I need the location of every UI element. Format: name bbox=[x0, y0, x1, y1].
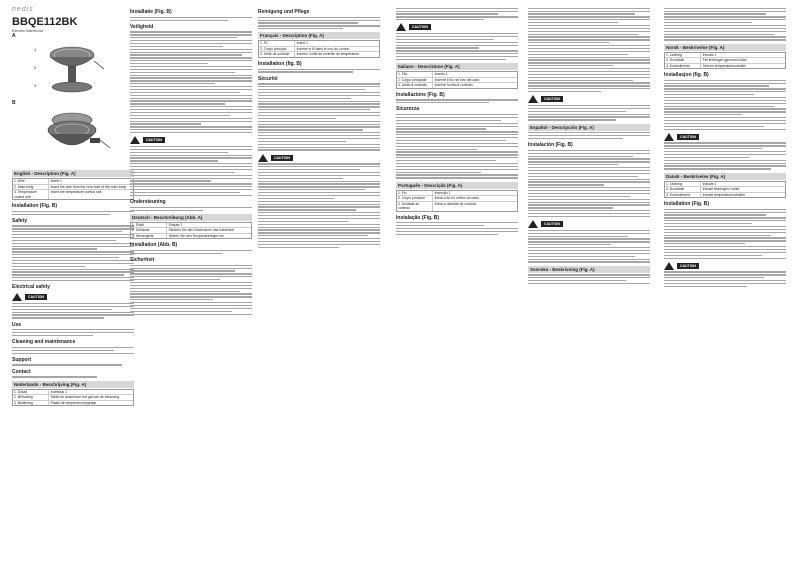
da-description-heading: Dansk - Beskrivelse (Fig. A) bbox=[664, 173, 786, 180]
caution-label: CAUTION bbox=[271, 155, 293, 161]
text-block bbox=[528, 8, 650, 93]
table-row: 2. Main body Insert the wire from the cord hole of the main body bbox=[13, 184, 133, 190]
nl-parts-table bbox=[12, 389, 134, 407]
en-installation-heading: Installation (Fig. B) bbox=[12, 203, 57, 209]
nl-safety-heading: Veiligheid bbox=[130, 23, 154, 30]
table-row: 1. Filo Inserto 1 bbox=[398, 72, 448, 77]
table-row: 2. Corpo principal Insira o fio no orifício do cabo bbox=[397, 195, 517, 201]
caution-label: CAUTION bbox=[677, 263, 699, 269]
da-parts-table bbox=[664, 181, 786, 199]
table-row: 3. Kontrolenhed Indsæt temperaturkontrollen bbox=[665, 192, 785, 198]
caution-warning bbox=[528, 95, 650, 103]
svg-text:3: 3 bbox=[34, 83, 37, 88]
en-electrical-heading: Electrical safety bbox=[12, 284, 51, 291]
text-block bbox=[664, 209, 786, 259]
table-row: 1. Ledning Indsats 1 bbox=[666, 181, 717, 186]
table-row: 3. Bediening Plaats de temperatuurregelaar bbox=[13, 400, 133, 406]
es-installation-heading: Instalación (Fig. B) bbox=[528, 142, 573, 149]
product-name: Electric Barbecue bbox=[12, 28, 44, 33]
table-row: 3. Unidade de controlo Insira a unidade de controlo bbox=[397, 201, 517, 211]
bbq-figure-b bbox=[32, 108, 112, 162]
no-parts-table bbox=[664, 52, 786, 70]
caution-warning bbox=[130, 136, 252, 144]
text-block bbox=[664, 8, 786, 41]
caution-label: CAUTION bbox=[541, 96, 563, 102]
caution-warning bbox=[396, 23, 518, 31]
en-use-heading: Use bbox=[12, 321, 22, 328]
text-block bbox=[130, 146, 252, 196]
de-parts-table bbox=[130, 222, 252, 240]
column-4 bbox=[396, 6, 518, 235]
table-row: 2. Corpo principale Inserire il filo nel foro del cavo bbox=[397, 77, 517, 83]
en-cleaning-heading: Cleaning and maintenance bbox=[12, 339, 76, 346]
text-block bbox=[396, 222, 518, 235]
warning-icon bbox=[396, 23, 406, 31]
svg-text:1: 1 bbox=[34, 47, 37, 52]
caution-label: CAUTION bbox=[25, 294, 47, 300]
fr-parts-table bbox=[258, 40, 380, 58]
caution-label: CAUTION bbox=[677, 134, 699, 140]
text-block bbox=[528, 105, 650, 121]
brand-logo: nedis bbox=[12, 6, 34, 13]
text-block bbox=[528, 230, 650, 263]
nl-support-heading: Ondersteuning bbox=[130, 199, 166, 205]
es-description-heading: Español - Descripción (Fig. A) bbox=[528, 124, 650, 131]
sv-description-heading: Svenska - Beskrivning (Fig. A) bbox=[528, 266, 650, 273]
pt-description-heading: Português - Descrição (Fig. A) bbox=[396, 182, 518, 189]
warning-icon bbox=[528, 220, 538, 228]
fr-installation-heading: Installation (fig. B) bbox=[258, 60, 302, 67]
pt-installation-heading: Instalação (Fig. B) bbox=[396, 214, 440, 221]
warning-icon bbox=[528, 95, 538, 103]
text-block bbox=[130, 250, 252, 254]
it-installation-heading: Installazione (Fig. B) bbox=[396, 91, 445, 98]
table-row: 3. Kontrollenhet Sett inn temperaturkontrollen bbox=[665, 63, 785, 69]
text-block bbox=[12, 347, 134, 354]
text-block bbox=[12, 225, 134, 281]
text-block bbox=[258, 17, 380, 30]
text-block bbox=[258, 83, 380, 150]
en-description-heading: English - Description (Fig. A) bbox=[12, 170, 134, 177]
table-row: 2. Behuizing Steek de draad door het gat van de behuizing bbox=[13, 394, 133, 400]
fr-description-heading: Français - Description (Fig. A) bbox=[258, 32, 380, 39]
text-block bbox=[130, 265, 252, 315]
no-description-heading: Norsk - Beskrivelse (Fig. A) bbox=[664, 44, 786, 51]
caution-warning bbox=[12, 293, 134, 301]
it-description-heading: Italiano - Descrizione (Fig. A) bbox=[396, 63, 518, 70]
no-installation-heading: Installasjon (fig. B) bbox=[664, 72, 709, 78]
text-block bbox=[130, 207, 252, 211]
text-block bbox=[130, 31, 252, 133]
warning-icon bbox=[130, 136, 140, 144]
nl-installation-heading: Installatie (Fig. B) bbox=[130, 9, 172, 15]
text-block bbox=[664, 80, 786, 130]
text-block bbox=[12, 364, 134, 365]
table-row: 1. Fil Insert 1 bbox=[260, 41, 308, 46]
model-number: BBQE112BK bbox=[12, 16, 78, 28]
text-block bbox=[396, 114, 518, 178]
de-safety-heading: Sicherheit bbox=[130, 257, 155, 263]
caution-warning bbox=[258, 154, 380, 162]
text-block bbox=[130, 17, 252, 21]
text-block bbox=[12, 376, 134, 377]
caution-label: CAUTION bbox=[541, 221, 563, 227]
text-block bbox=[528, 150, 650, 217]
figure-b-label: B bbox=[12, 100, 16, 106]
warning-icon bbox=[664, 133, 674, 141]
caution-warning bbox=[664, 262, 786, 270]
caution-warning bbox=[664, 133, 786, 141]
en-safety-heading: Safety bbox=[12, 217, 28, 224]
text-block bbox=[396, 33, 518, 60]
table-row: 1. Draad Inzetstuk 1 bbox=[14, 389, 67, 394]
table-row: 1. Draht Einsatz 1 bbox=[132, 222, 183, 227]
table-row: 3. Unità di controllo Inserire l'unità di controllo bbox=[397, 82, 517, 88]
text-block bbox=[396, 8, 518, 21]
text-block bbox=[258, 69, 380, 73]
it-safety-heading: Sicurezza bbox=[396, 106, 420, 113]
de-cleaning-heading: Reinigung und Pflege bbox=[258, 9, 310, 15]
text-block bbox=[528, 132, 650, 139]
it-parts-table bbox=[396, 71, 518, 89]
text-block bbox=[12, 303, 134, 319]
table-row: 1. Fio Inserção 1 bbox=[398, 190, 451, 195]
text-block bbox=[12, 329, 134, 336]
text-block bbox=[664, 271, 786, 287]
pt-parts-table bbox=[396, 190, 518, 212]
column-1 bbox=[12, 6, 134, 406]
table-row: 2. Gehäuse Stecken Sie den Draht durch das Kabelloch bbox=[131, 227, 251, 233]
table-row: 2. Hoveddel Før ledningen gjennom hullet bbox=[665, 57, 785, 63]
warning-icon bbox=[258, 154, 268, 162]
en-parts-table bbox=[12, 178, 134, 200]
caution-label: CAUTION bbox=[409, 24, 431, 30]
bbq-figure-a bbox=[32, 41, 112, 95]
table-row: 3. Temperature control unit Insert the temperature control unit bbox=[13, 189, 133, 199]
table-row: 1. Wire Insert 1 bbox=[14, 179, 62, 183]
da-installation-heading: Installation (Fig. B) bbox=[664, 201, 709, 207]
text-block bbox=[12, 211, 134, 215]
nl-description-heading: Nederlands - Beschrijving (Fig. A) bbox=[12, 381, 134, 388]
fr-safety-heading: Sécurité bbox=[258, 75, 278, 82]
de-installation-heading: Installation (Abb. B) bbox=[130, 242, 178, 249]
svg-text:2: 2 bbox=[34, 65, 37, 70]
table-row: 2. Corps principal Insérez le fil dans le trou du cordon bbox=[259, 46, 379, 52]
warning-icon bbox=[664, 262, 674, 270]
text-block bbox=[664, 142, 786, 169]
column-2 bbox=[130, 6, 252, 315]
column-3 bbox=[258, 6, 380, 248]
en-contact-heading: Contact bbox=[12, 368, 31, 375]
column-5 bbox=[528, 6, 650, 284]
en-support-heading: Support bbox=[12, 356, 32, 363]
figure-a-label: A bbox=[12, 33, 16, 39]
column-6 bbox=[664, 6, 786, 287]
de-description-heading: Deutsch - Beschreibung (Abb. A) bbox=[130, 214, 252, 221]
text-block bbox=[396, 99, 518, 103]
table-row: 1. Ledning Innsats 1 bbox=[666, 52, 717, 57]
table-row: 2. Hoveddel Indsæt ledningen i hullet bbox=[665, 186, 785, 192]
caution-label: CAUTION bbox=[143, 137, 165, 143]
table-row: 3. Steuergerät Setzen Sie den Temperaturregler ein bbox=[131, 233, 251, 239]
warning-icon bbox=[12, 293, 22, 301]
caution-warning bbox=[528, 220, 650, 228]
table-row: 3. Unité de contrôle Insérez l'unité de contrôle de température bbox=[259, 51, 379, 57]
text-block bbox=[258, 163, 380, 248]
text-block bbox=[528, 274, 650, 284]
